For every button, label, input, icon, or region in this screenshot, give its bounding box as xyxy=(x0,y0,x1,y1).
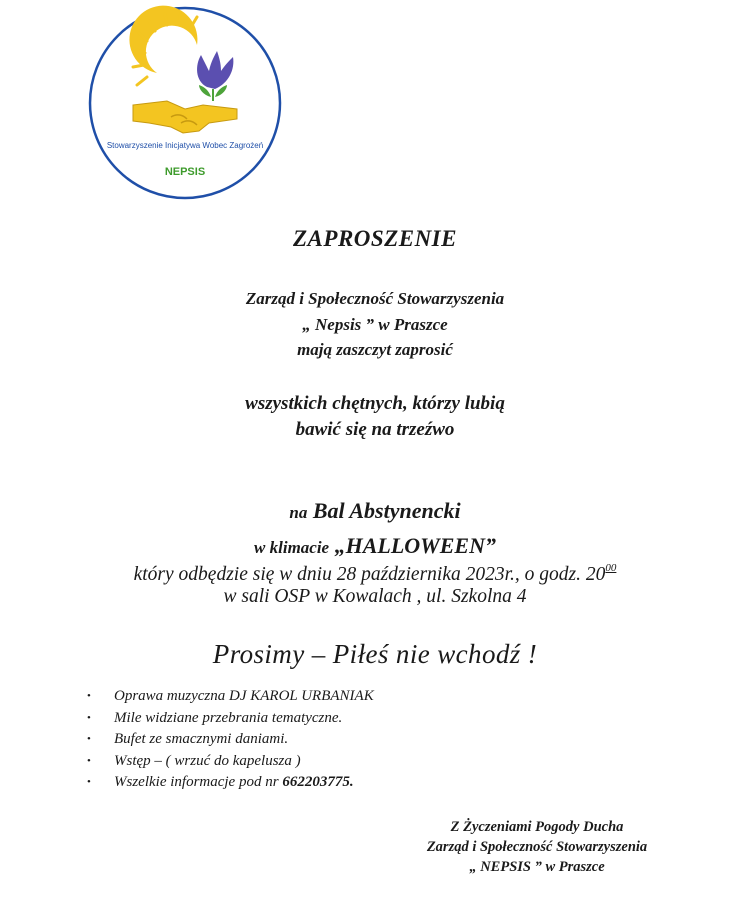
list-item: • Wstęp – ( wrzuć do kapelusza ) xyxy=(84,751,374,773)
event-name-line xyxy=(0,498,750,524)
event-prefix: na xyxy=(289,503,308,522)
page-title: ZAPROSZENIE xyxy=(293,226,457,251)
invitees-line-2: bawić się na trzeźwo xyxy=(295,419,455,440)
list-item: • Wszelkie informacje pod nr 662203775. xyxy=(84,772,374,794)
bullet-marker: • xyxy=(87,711,91,724)
bullet-marker: • xyxy=(87,776,91,788)
event-theme: „HALLOWEEN” xyxy=(334,533,496,558)
event-date-text: który odbędzie się w dniu 28 października 2023r., o godz. 20 xyxy=(133,564,606,585)
list-item: • Bufet ze smacznymi daniami. xyxy=(84,729,374,751)
phone-number: 662203775. xyxy=(282,774,354,790)
info-list xyxy=(84,686,374,794)
closing-line-1: Z Życzeniami Pogody Ducha xyxy=(450,819,624,835)
closing-line-3: „ NEPSIS ” w Praszce xyxy=(469,859,605,875)
event-time-minutes: 00 xyxy=(605,562,617,574)
bullet-marker: • xyxy=(87,733,91,745)
invitees-line-1: wszystkich chętnych, którzy lubią xyxy=(245,393,505,414)
list-item: • Oprawa muzyczna DJ KAROL URBANIAK xyxy=(84,686,374,708)
event-date xyxy=(0,562,750,586)
closing-line-2: Zarząd i Społeczność Stowarzyszenia xyxy=(426,839,648,855)
bullet-marker: • xyxy=(87,690,91,702)
organizer-line-1: Zarząd i Społeczność Stowarzyszenia xyxy=(245,289,505,308)
logo-short-name: NEPSIS xyxy=(164,166,206,178)
slogan: Prosimy – Piłeś nie wchodź ! xyxy=(212,639,538,669)
nepsis-logo xyxy=(87,5,283,201)
event-location: w sali OSP w Kowalach , ul. Szkolna 4 xyxy=(223,586,527,607)
closing-signature xyxy=(382,817,692,877)
event-theme-line xyxy=(0,533,750,559)
organizer-line-2: „ Nepsis ” w Praszce xyxy=(302,315,448,334)
logo-org-name: Stowarzyszenie Inicjatywa Wobec Zagrożeń xyxy=(106,141,264,150)
organizer-line-3: mają zaszczyt zaprosić xyxy=(297,340,453,359)
list-item: • Mile widziane przebrania tematyczne. xyxy=(84,708,374,730)
event-name: Bal Abstynencki xyxy=(312,498,461,523)
bullet-marker: • xyxy=(87,754,91,767)
event-theme-prefix: w klimacie xyxy=(254,538,330,557)
